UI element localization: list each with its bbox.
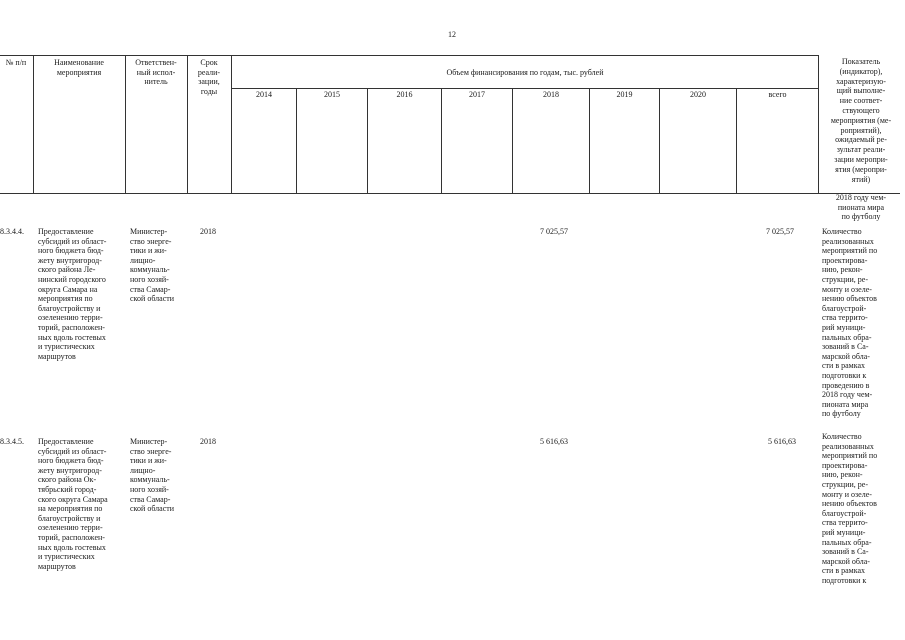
header-bottom-line xyxy=(0,193,900,194)
header-funding-title: Объем финансирования по годам, тыс. рублей xyxy=(446,68,604,77)
col-divider xyxy=(659,88,660,193)
header-year-2014: 2014 xyxy=(256,90,272,99)
row-total: 5 616,63 xyxy=(768,437,796,446)
carryover-indicator: 2018 году чем- пионата мира по футболу xyxy=(835,193,887,221)
header-year-2018: 2018 xyxy=(543,90,559,99)
header-year-2017: 2017 xyxy=(469,90,485,99)
row-total: 7 025,57 xyxy=(766,227,794,236)
col-divider xyxy=(736,88,737,193)
header-name: Наименование мероприятия xyxy=(54,58,104,77)
row-term: 2018 xyxy=(200,437,216,446)
row-number: 8.3.4.4. xyxy=(0,227,24,236)
header-year-2015: 2015 xyxy=(324,90,340,99)
page-number: 12 xyxy=(448,30,456,39)
header-responsible: Ответствен- ный испол- нитель xyxy=(135,58,177,86)
header-indicator: Показатель (индикатор), характеризую- щий выполне- ние соответ- ствующего мероприятия (ме- роприятий), ожидаемый ре- зультат реали- зации меропри- ятия (меропри- ятий) xyxy=(830,57,892,184)
row-number: 8.3.4.5. xyxy=(0,437,24,446)
row-indicator: Количество реализованных мероприятий по проектирова- нию, рекон- струкции, ре- монту и озеле- нению объектов благоустрой- ства террито- рий муници- пальных обра- зований в Са- марской обла- сти в рамках подготовки к xyxy=(822,432,878,585)
header-term: Срок реали- зации, годы xyxy=(197,58,221,96)
row-value-2018: 5 616,63 xyxy=(540,437,568,446)
col-divider xyxy=(296,88,297,193)
header-num: № п/п xyxy=(5,58,27,67)
row-term: 2018 xyxy=(200,227,216,236)
header-year-2019: 2019 xyxy=(616,90,633,99)
row-responsible: Министер- ство энерге- тики и жи- лищно- коммуналь- ного хозяй- ства Самар- ской области xyxy=(130,227,175,304)
row-value-2018: 7 025,57 xyxy=(540,227,568,236)
header-year-2020: 2020 xyxy=(690,90,706,99)
row-name: Предоставление субсидий из област- ного бюджета бюд- жету внутригород- ского района Ле- нинский городского округа Самара на мероприятия по благоустройству и озеленению терри- торий, расположен- ных вдоль гостевых и туристических маршрутов xyxy=(38,227,107,361)
row-name: Предоставление субсидий из област- ного бюджета бюд- жету внутригород- ского района Ок- тябрьский город- ского округа Самара на мероприятия по благоустройству и озеленению терри- торий, расположен- ных вдоль гостевых и туристических маршрутов xyxy=(38,437,108,571)
col-divider xyxy=(441,88,442,193)
row-responsible: Министер- ство энерге- тики и жи- лищно- коммуналь- ного хозяй- ства Самар- ской области xyxy=(130,437,175,514)
col-divider xyxy=(512,88,513,193)
year-row-line xyxy=(231,88,818,89)
row-indicator: Количество реализованных мероприятий по проектирова- нию, рекон- струкции, ре- монту и озеле- нению объектов благоустрой- ства террито- рий муници- пальных обра- зований в Са- марской обла- сти в рамках подготовки к проведению в 2018 году чем- пионата мира по футболу xyxy=(822,227,878,419)
col-divider xyxy=(367,88,368,193)
header-year-2016: 2016 xyxy=(396,90,413,99)
header-top-line xyxy=(0,55,818,56)
col-divider xyxy=(589,88,590,193)
header-total: всего xyxy=(768,90,787,99)
